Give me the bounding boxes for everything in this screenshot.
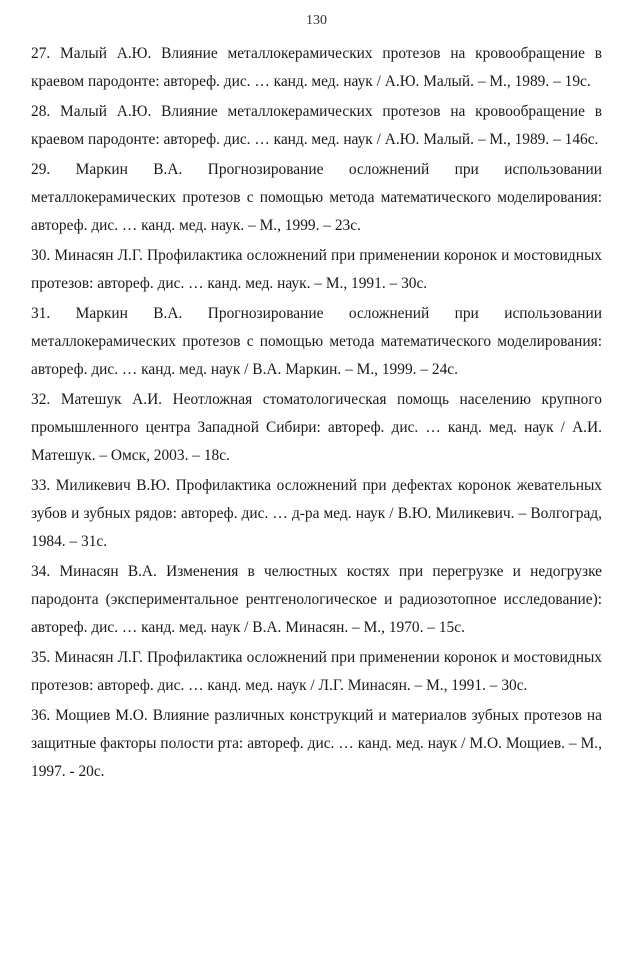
- reference-item-30: 30. Минасян Л.Г. Профилактика осложнений при применении коронок и мостовидных протезов: автореф. дис. … канд. мед. наук. – М., 1991. – 30с.: [31, 247, 602, 292]
- page-number: 130: [306, 13, 327, 28]
- reference-item-34: 34. Минасян В.А. Изменения в челюстных костях при перегрузке и недогрузке пародонта (экспериментальное рентгенологическое и радиозотопное исследование): автореф. дис. … канд. мед. наук / В.А. Минасян. – М., 1970. – 15с.: [31, 563, 602, 636]
- reference-item-28: 28. Малый А.Ю. Влияние металлокерамических протезов на кровообращение в краевом пародонте: автореф. дис. … канд. мед. наук / А.Ю. Малый. – М., 1989. – 146с.: [31, 103, 602, 148]
- reference-item-31: 31. Маркин В.А. Прогнозирование осложнений при использовании металлокерамических протезов с помощью метода математического моделирования: автореф. дис. … канд. мед. наук / В.А. Маркин. – М., 1999. – 24с.: [31, 305, 602, 378]
- reference-item-29: 29. Маркин В.А. Прогнозирование осложнений при использовании металлокерамических протезов с помощью метода математического моделирования: автореф. дис. … канд. мед. наук. – М., 1999. – 23с.: [31, 161, 602, 234]
- reference-item-36: 36. Мощиев М.О. Влияние различных конструкций и материалов зубных протезов на защитные факторы полости рта: автореф. дис. … канд. мед. наук / М.О. Мощиев. – М., 1997. - 20с.: [31, 707, 602, 780]
- reference-item-27: 27. Малый А.Ю. Влияние металлокерамических протезов на кровообращение в краевом пародонте: автореф. дис. … канд. мед. наук / А.Ю. Малый. – М., 1989. – 19с.: [31, 45, 602, 90]
- reference-item-33: 33. Миликевич В.Ю. Профилактика осложнений при дефектах коронок жевательных зубов и зубных рядов: автореф. дис. … д-ра мед. наук / В.Ю. Миликевич. – Волгоград, 1984. – 31с.: [31, 477, 602, 550]
- reference-item-32: 32. Матешук А.И. Неотложная стоматологическая помощь населению крупного промышленного центра Западной Сибири: автореф. дис. … канд. мед. наук / А.И. Матешук. – Омск, 2003. – 18с.: [31, 391, 602, 464]
- reference-list: [31, 40, 602, 788]
- reference-item-35: 35. Минасян Л.Г. Профилактика осложнений при применении коронок и мостовидных протезов: автореф. дис. … канд. мед. наук / Л.Г. Минасян. – М., 1991. – 30с.: [31, 649, 602, 694]
